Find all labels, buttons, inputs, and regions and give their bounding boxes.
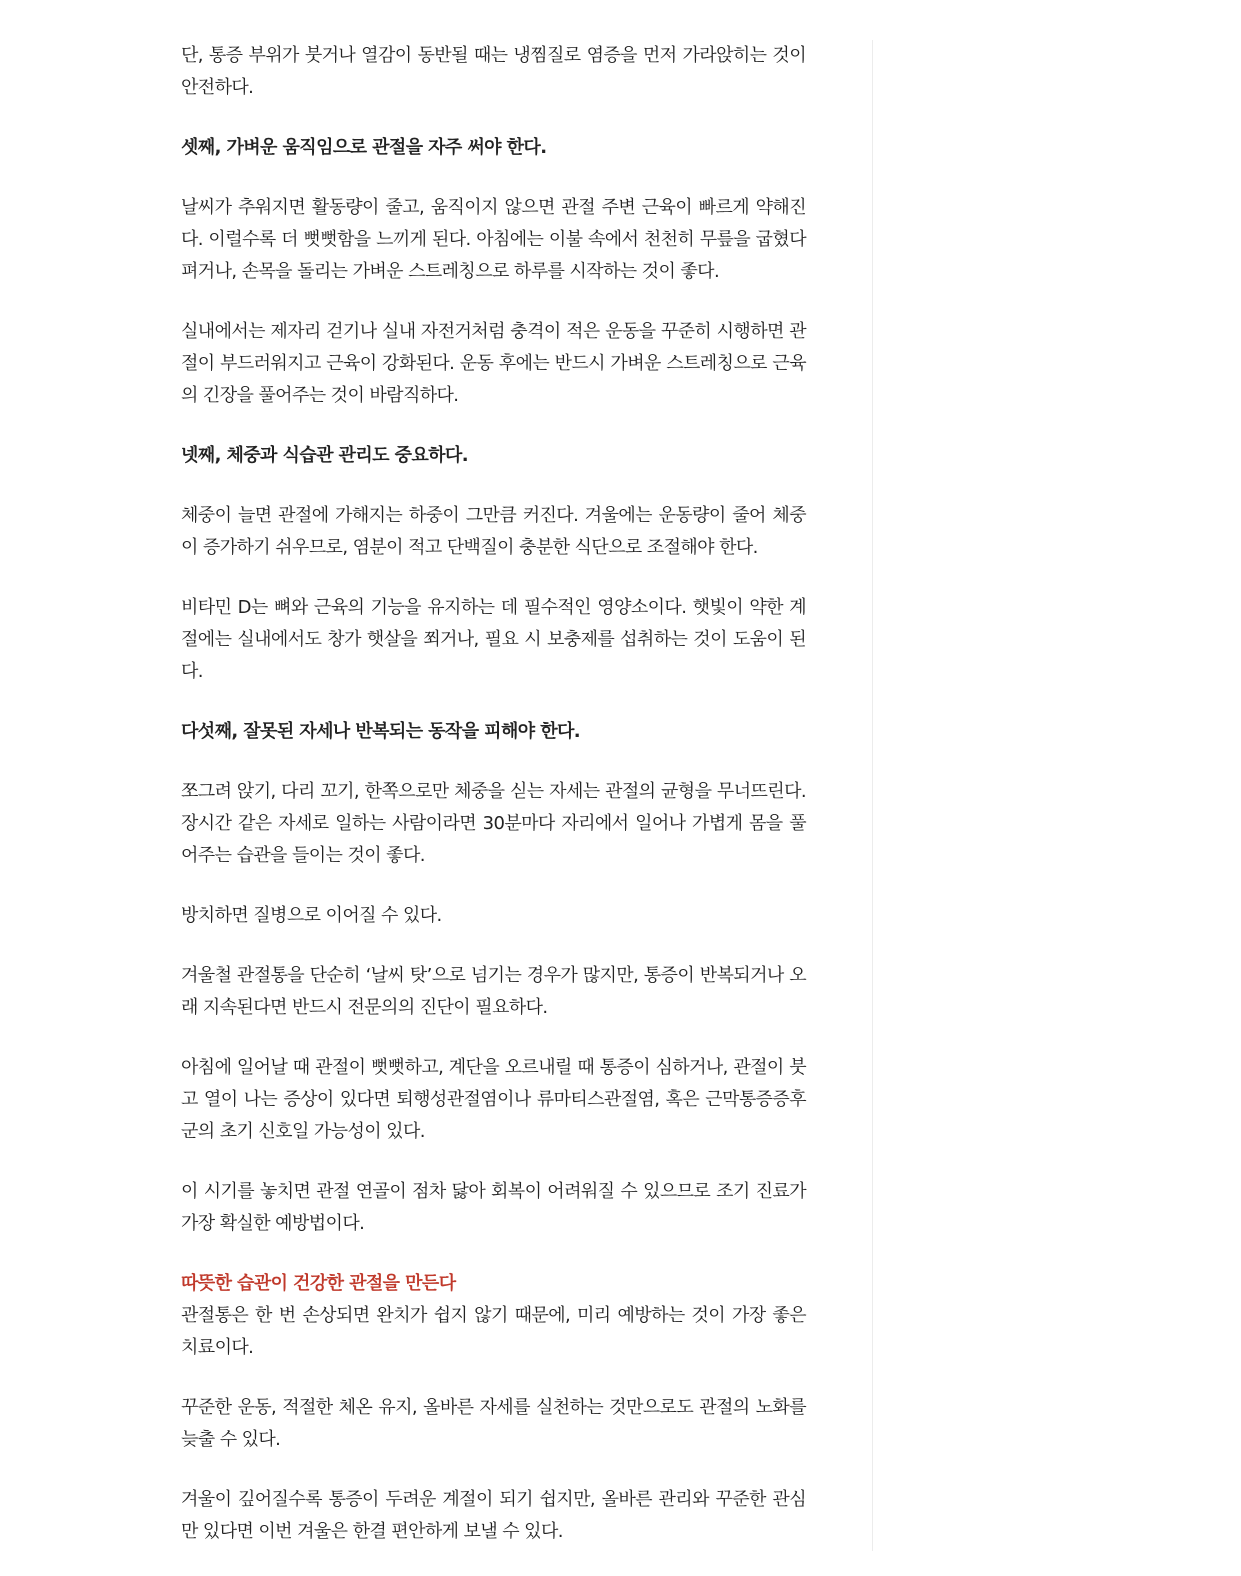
sidebar-divider xyxy=(872,40,873,1551)
paragraph: 쪼그려 앉기, 다리 꼬기, 한쪽으로만 체중을 싣는 자세는 관절의 균형을 무너뜨린다. 장시간 같은 자세로 일하는 사람이라면 30분마다 자리에서 일어나 가볍게 몸을 풀어주는 습관을 들이는 것이 좋다. xyxy=(181,781,806,866)
paragraph: 꾸준한 운동, 적절한 체온 유지, 올바른 자세를 실천하는 것만으로도 관절의 노화를 늦출 수 있다. xyxy=(181,1397,806,1450)
paragraph: 방치하면 질병으로 이어질 수 있다. xyxy=(181,905,442,926)
paragraph: 단, 통증 부위가 붓거나 열감이 동반될 때는 냉찜질로 염증을 먼저 가라앉히는 것이 안전하다. xyxy=(181,45,806,98)
paragraph: 체중이 늘면 관절에 가해지는 하중이 그만큼 커진다. 겨울에는 운동량이 줄어 체중이 증가하기 쉬우므로, 염분이 적고 단백질이 충분한 식단으로 조절해야 한다. xyxy=(181,505,806,558)
subheading-fifth-tip: 다섯째, 잘못된 자세나 반복되는 동작을 피해야 한다. xyxy=(181,721,581,742)
paragraph: 관절통은 한 번 손상되면 완치가 쉽지 않기 때문에, 미리 예방하는 것이 가장 좋은 치료이다. xyxy=(181,1305,806,1358)
paragraph: 이 시기를 놓치면 관절 연골이 점차 닳아 회복이 어려워질 수 있으므로 조기 진료가 가장 확실한 예방법이다. xyxy=(181,1181,806,1234)
paragraph: 날씨가 추워지면 활동량이 줄고, 움직이지 않으면 관절 주변 근육이 빠르게 약해진다. 이럴수록 더 뻣뻣함을 느끼게 된다. 아침에는 이불 속에서 천천히 무릎을 굽혔다 펴거나, 손목을 돌리는 가벼운 스트레칭으로 하루를 시작하는 것이 좋다. xyxy=(181,197,806,282)
subheading-third-tip: 셋째, 가벼운 움직임으로 관절을 자주 써야 한다. xyxy=(181,137,547,158)
paragraph: 겨울이 깊어질수록 통증이 두려운 계절이 되기 쉽지만, 올바른 관리와 꾸준한 관심만 있다면 이번 겨울은 한결 편안하게 보낼 수 있다. xyxy=(181,1489,806,1542)
paragraph: 비타민 D는 뼈와 근육의 기능을 유지하는 데 필수적인 영양소이다. 햇빛이 약한 계절에는 실내에서도 창가 햇살을 쬐거나, 필요 시 보충제를 섭취하는 것이 도움이 된다. xyxy=(181,597,806,682)
subheading-fourth-tip: 넷째, 체중과 식습관 관리도 중요하다. xyxy=(181,445,468,466)
article-body xyxy=(181,40,806,1576)
section-heading: 따뜻한 습관이 건강한 관절을 만든다 xyxy=(181,1273,456,1294)
paragraph: 겨울철 관절통을 단순히 ‘날씨 탓’으로 넘기는 경우가 많지만, 통증이 반복되거나 오래 지속된다면 반드시 전문의의 진단이 필요하다. xyxy=(181,965,806,1018)
paragraph: 아침에 일어날 때 관절이 뻣뻣하고, 계단을 오르내릴 때 통증이 심하거나, 관절이 붓고 열이 나는 증상이 있다면 퇴행성관절염이나 류마티스관절염, 혹은 근막통증증후군의 초기 신호일 가능성이 있다. xyxy=(181,1057,806,1142)
paragraph: 실내에서는 제자리 걷기나 실내 자전거처럼 충격이 적은 운동을 꾸준히 시행하면 관절이 부드러워지고 근육이 강화된다. 운동 후에는 반드시 가벼운 스트레칭으로 근육의 긴장을 풀어주는 것이 바람직하다. xyxy=(181,321,806,406)
